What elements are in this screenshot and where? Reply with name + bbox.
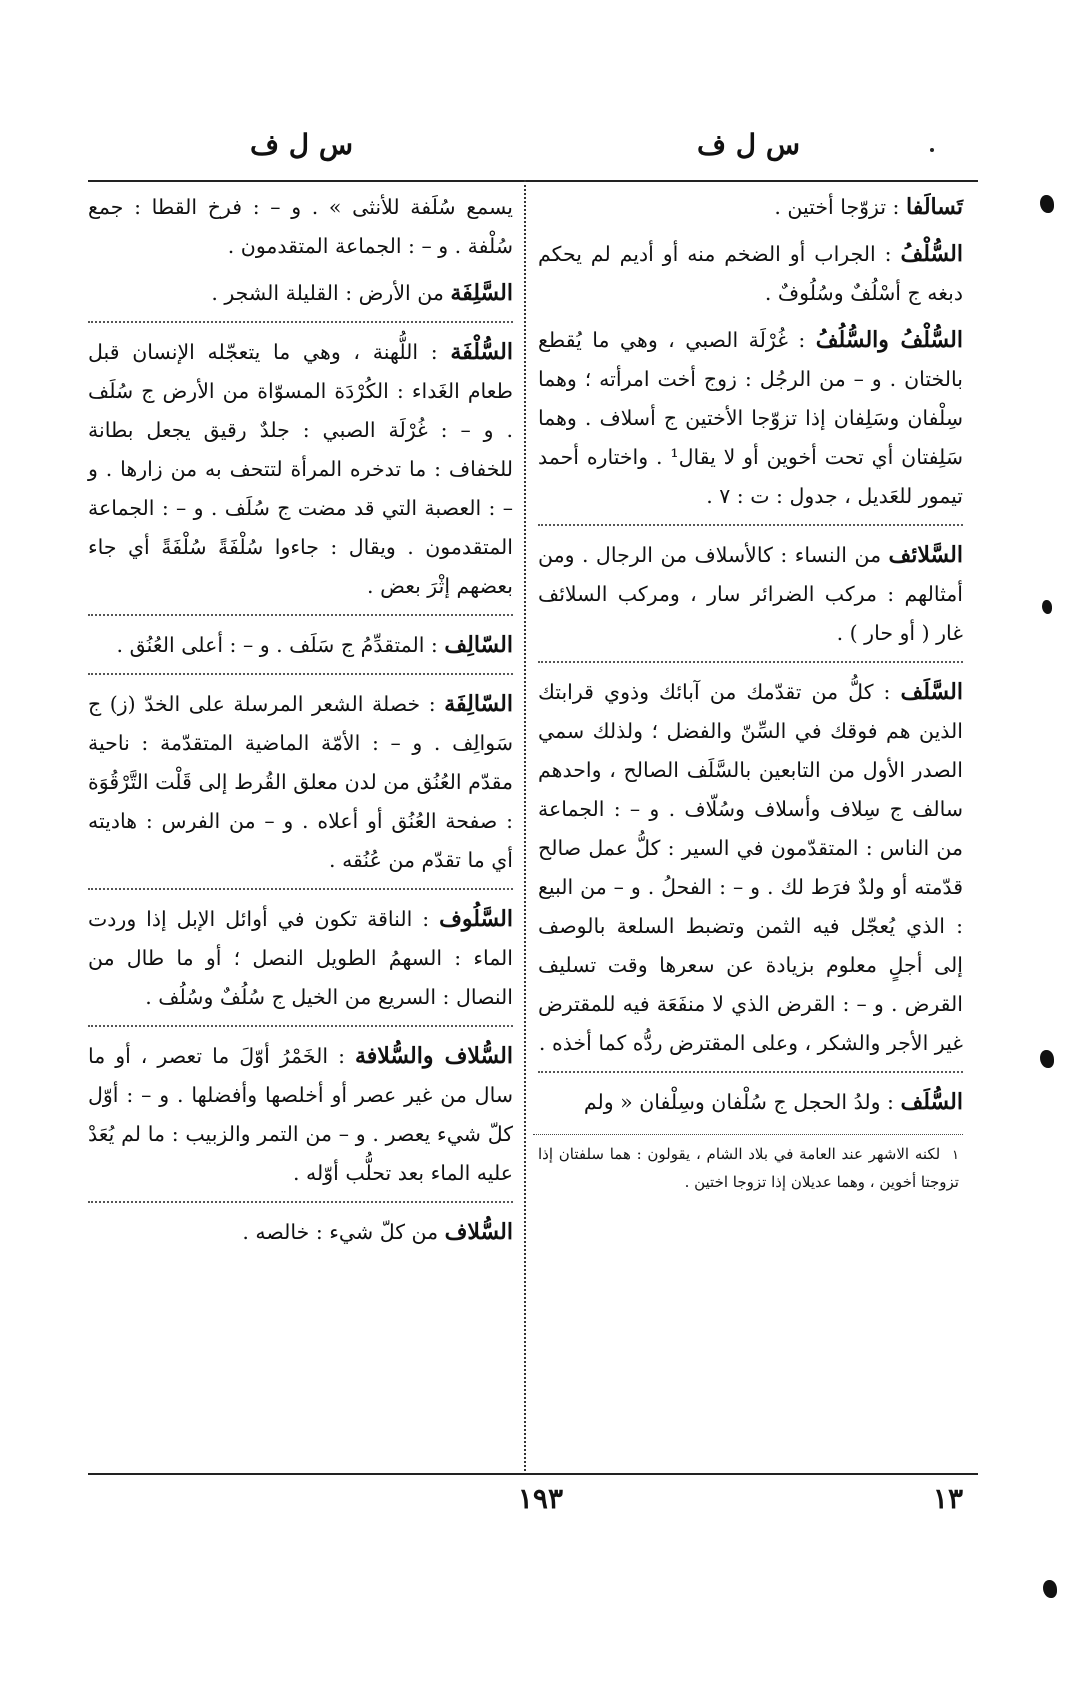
entry-separator bbox=[88, 1201, 513, 1203]
definition: من الأرض : القليلة الشجر . bbox=[211, 281, 444, 305]
page-number-center: ١٩٣ bbox=[517, 1482, 563, 1515]
top-rule bbox=[88, 180, 978, 182]
headword: السُّلاف والسُّلافة bbox=[354, 1043, 513, 1069]
running-head-right: س ل ف bbox=[696, 128, 800, 161]
page-number-right: ١٣ bbox=[932, 1482, 963, 1515]
entry-separator bbox=[538, 524, 963, 526]
headword: السَّلَف bbox=[900, 679, 963, 705]
headword: السَّلُوف bbox=[439, 906, 513, 932]
ink-dot bbox=[930, 148, 934, 152]
entry bbox=[88, 274, 513, 313]
entry bbox=[88, 626, 513, 665]
headword: السُّلَف bbox=[900, 1089, 963, 1115]
entry-separator bbox=[88, 673, 513, 675]
definition: : المتقدِّمُ ج سَلَف . و – : أعلى العُنُق . bbox=[116, 633, 438, 657]
entry bbox=[88, 1037, 513, 1193]
ink-blot bbox=[1040, 1050, 1054, 1068]
footnote-rule bbox=[533, 1134, 963, 1135]
definition: : الناقة تكون في أوائل الإبل إذا وردت الماء : السهمُ الطويل النصل ؛ أو ما طال من النصال : السريع من الخيل ج سُلُفٌ وسُلُف . bbox=[88, 907, 513, 1009]
entry bbox=[538, 321, 963, 516]
definition: : خصلة الشعر المرسلة على الخدّ (ز) ج سَوالِف . و – : الأمّة الماضية المتقدّمة : ناحية مقدّم العُنُق من لدن معلق القُرط إلى قَلْت التَّرْقُوَة : صفحة العُنُق أو أعلاه . و – من الفرس : هاديته أي ما تقدّم من عُنُقه . bbox=[88, 692, 513, 872]
entry bbox=[88, 333, 513, 606]
entry bbox=[538, 536, 963, 653]
entry bbox=[88, 1213, 513, 1252]
right-column bbox=[538, 188, 963, 1196]
footnote bbox=[538, 1141, 963, 1196]
ink-blot bbox=[1043, 1580, 1057, 1598]
headword: تَسالَفا bbox=[906, 194, 963, 220]
running-head-left: س ل ف bbox=[249, 128, 353, 161]
entry-separator bbox=[88, 321, 513, 323]
definition: : غُرْلَة الصبي ، وهي ما يُقطع بالختان . و – من الرجُل : زوج أخت امرأته ؛ وهما سِلْفان وسَلِفان إذا تزوّجا الأختين ج أسلاف . وهما سَلِفتان أي تحت أخوين أو لا يقال¹ . واختاره أحمد تيمور للعَديل ، جدول : ت : ٧ . bbox=[538, 328, 964, 508]
entry bbox=[88, 685, 513, 880]
column-divider bbox=[524, 180, 526, 1475]
footnote-number: ١ bbox=[952, 1148, 959, 1163]
definition: : اللُّهنة ، وهي ما يتعجّله الإنسان قبل طعام الغَداء : الكُرْدَة المسوّاة من الأرض ج سُلَف . و – : غُرْلَة الصبي : جلدٌ رقيق يجعل بطانة للخفاف : ما تدخره المرأة لتتحف به من زارها . و – : العصبة التي قد مضت ج سُلَف . و – : الجماعة المتقدمون . ويقال : جاءوا سُلْفَةً سُلْفَةً أي جاء بعضهم إثْرَ بعض . bbox=[88, 340, 513, 598]
entry-separator bbox=[88, 614, 513, 616]
definition: : الجراب أو الضخم منه أو أديم لم يحكم دبغه ج أسْلُفٌ وسُلُوفٌ . bbox=[538, 242, 963, 305]
entry bbox=[88, 188, 513, 266]
ink-blot bbox=[1042, 600, 1052, 614]
definition: من كلّ شيء : خالصه . bbox=[242, 1220, 439, 1244]
entry bbox=[538, 1083, 963, 1122]
definition: يسمع سُلَفة للأنثى » . و – : فرخ القطا : جمع سُلْفة . و – : الجماعة المتقدمون . bbox=[88, 195, 513, 258]
headword: السُّلْفُ والسُّلُفُ bbox=[815, 327, 963, 353]
ink-blot bbox=[1040, 195, 1054, 213]
entry-separator bbox=[88, 888, 513, 890]
headword: السُّلْفُ bbox=[900, 241, 963, 267]
bottom-rule bbox=[88, 1473, 978, 1475]
headword: السَّلائف bbox=[888, 542, 963, 568]
definition: : الخَمْرُ أوّلَ ما تعصر ، أو ما سال من غير عصر أو أخلصها وأفضلها . و – : أوّل كلّ شيء يعصر . و – من التمر والزبيب : ما لم يُعَدْ عليه الماء بعد تحلُّب أوّله . bbox=[88, 1044, 513, 1185]
definition: : تزوّجا أختين . bbox=[774, 195, 900, 219]
entry-separator bbox=[538, 661, 963, 663]
entry-separator bbox=[538, 1071, 963, 1073]
headword: السّالِف bbox=[444, 632, 513, 658]
definition: : ولدُ الحجل ج سُلْفان وسِلْفان « ولم bbox=[583, 1090, 894, 1114]
footnote-text: لكنه الاشهر عند العامة في بلاد الشام ، يقولون : هما سلفتان إذا تزوجتا أخوين ، وهما عديلان إذا تزوجا اختين . bbox=[538, 1145, 959, 1191]
headword: السَّلِفَة bbox=[450, 280, 513, 306]
headword: السُّلاف bbox=[444, 1219, 513, 1245]
entry bbox=[538, 673, 963, 1063]
entry-separator bbox=[88, 1025, 513, 1027]
headword: السّالِفَة bbox=[444, 691, 513, 717]
entry bbox=[538, 188, 963, 227]
definition: : كلُّ من تقدّمك من آبائك وذوي قرابتك الذين هم فوقك في السِّنّ والفضل ؛ ولذلك سمي الصدر الأول من التابعين بالسَّلَف الصالح ، واحدهم سالف ج سِلاف وأسلاف وسُلّاف . و – : الجماعة من الناس : المتقدّمون في السير : كلُّ عمل صالح قدّمته أو ولدٌ فرَط لك . و – : الفحلُ . و – من البيع : الذي يُعجّل فيه الثمن وتضبط السلعة بالوصف إلى أجلٍ معلوم بزيادة عن سعرها وقت تسليف القرض . و – : القرض الذي لا منفَعَة فيه للمقترض غير الأجر والشكر ، وعلى المقترض ردُّه كما أخذه . bbox=[538, 680, 963, 1055]
left-column bbox=[88, 188, 513, 1260]
entry bbox=[538, 235, 963, 313]
definition: من النساء : كالأسلاف من الرجال . ومن أمثالهم : مركب الضرائر سار ، ومركب السلائف غار ( أو حار ) . bbox=[538, 543, 963, 645]
entry bbox=[88, 900, 513, 1017]
headword: السُّلْفَة bbox=[450, 339, 513, 365]
